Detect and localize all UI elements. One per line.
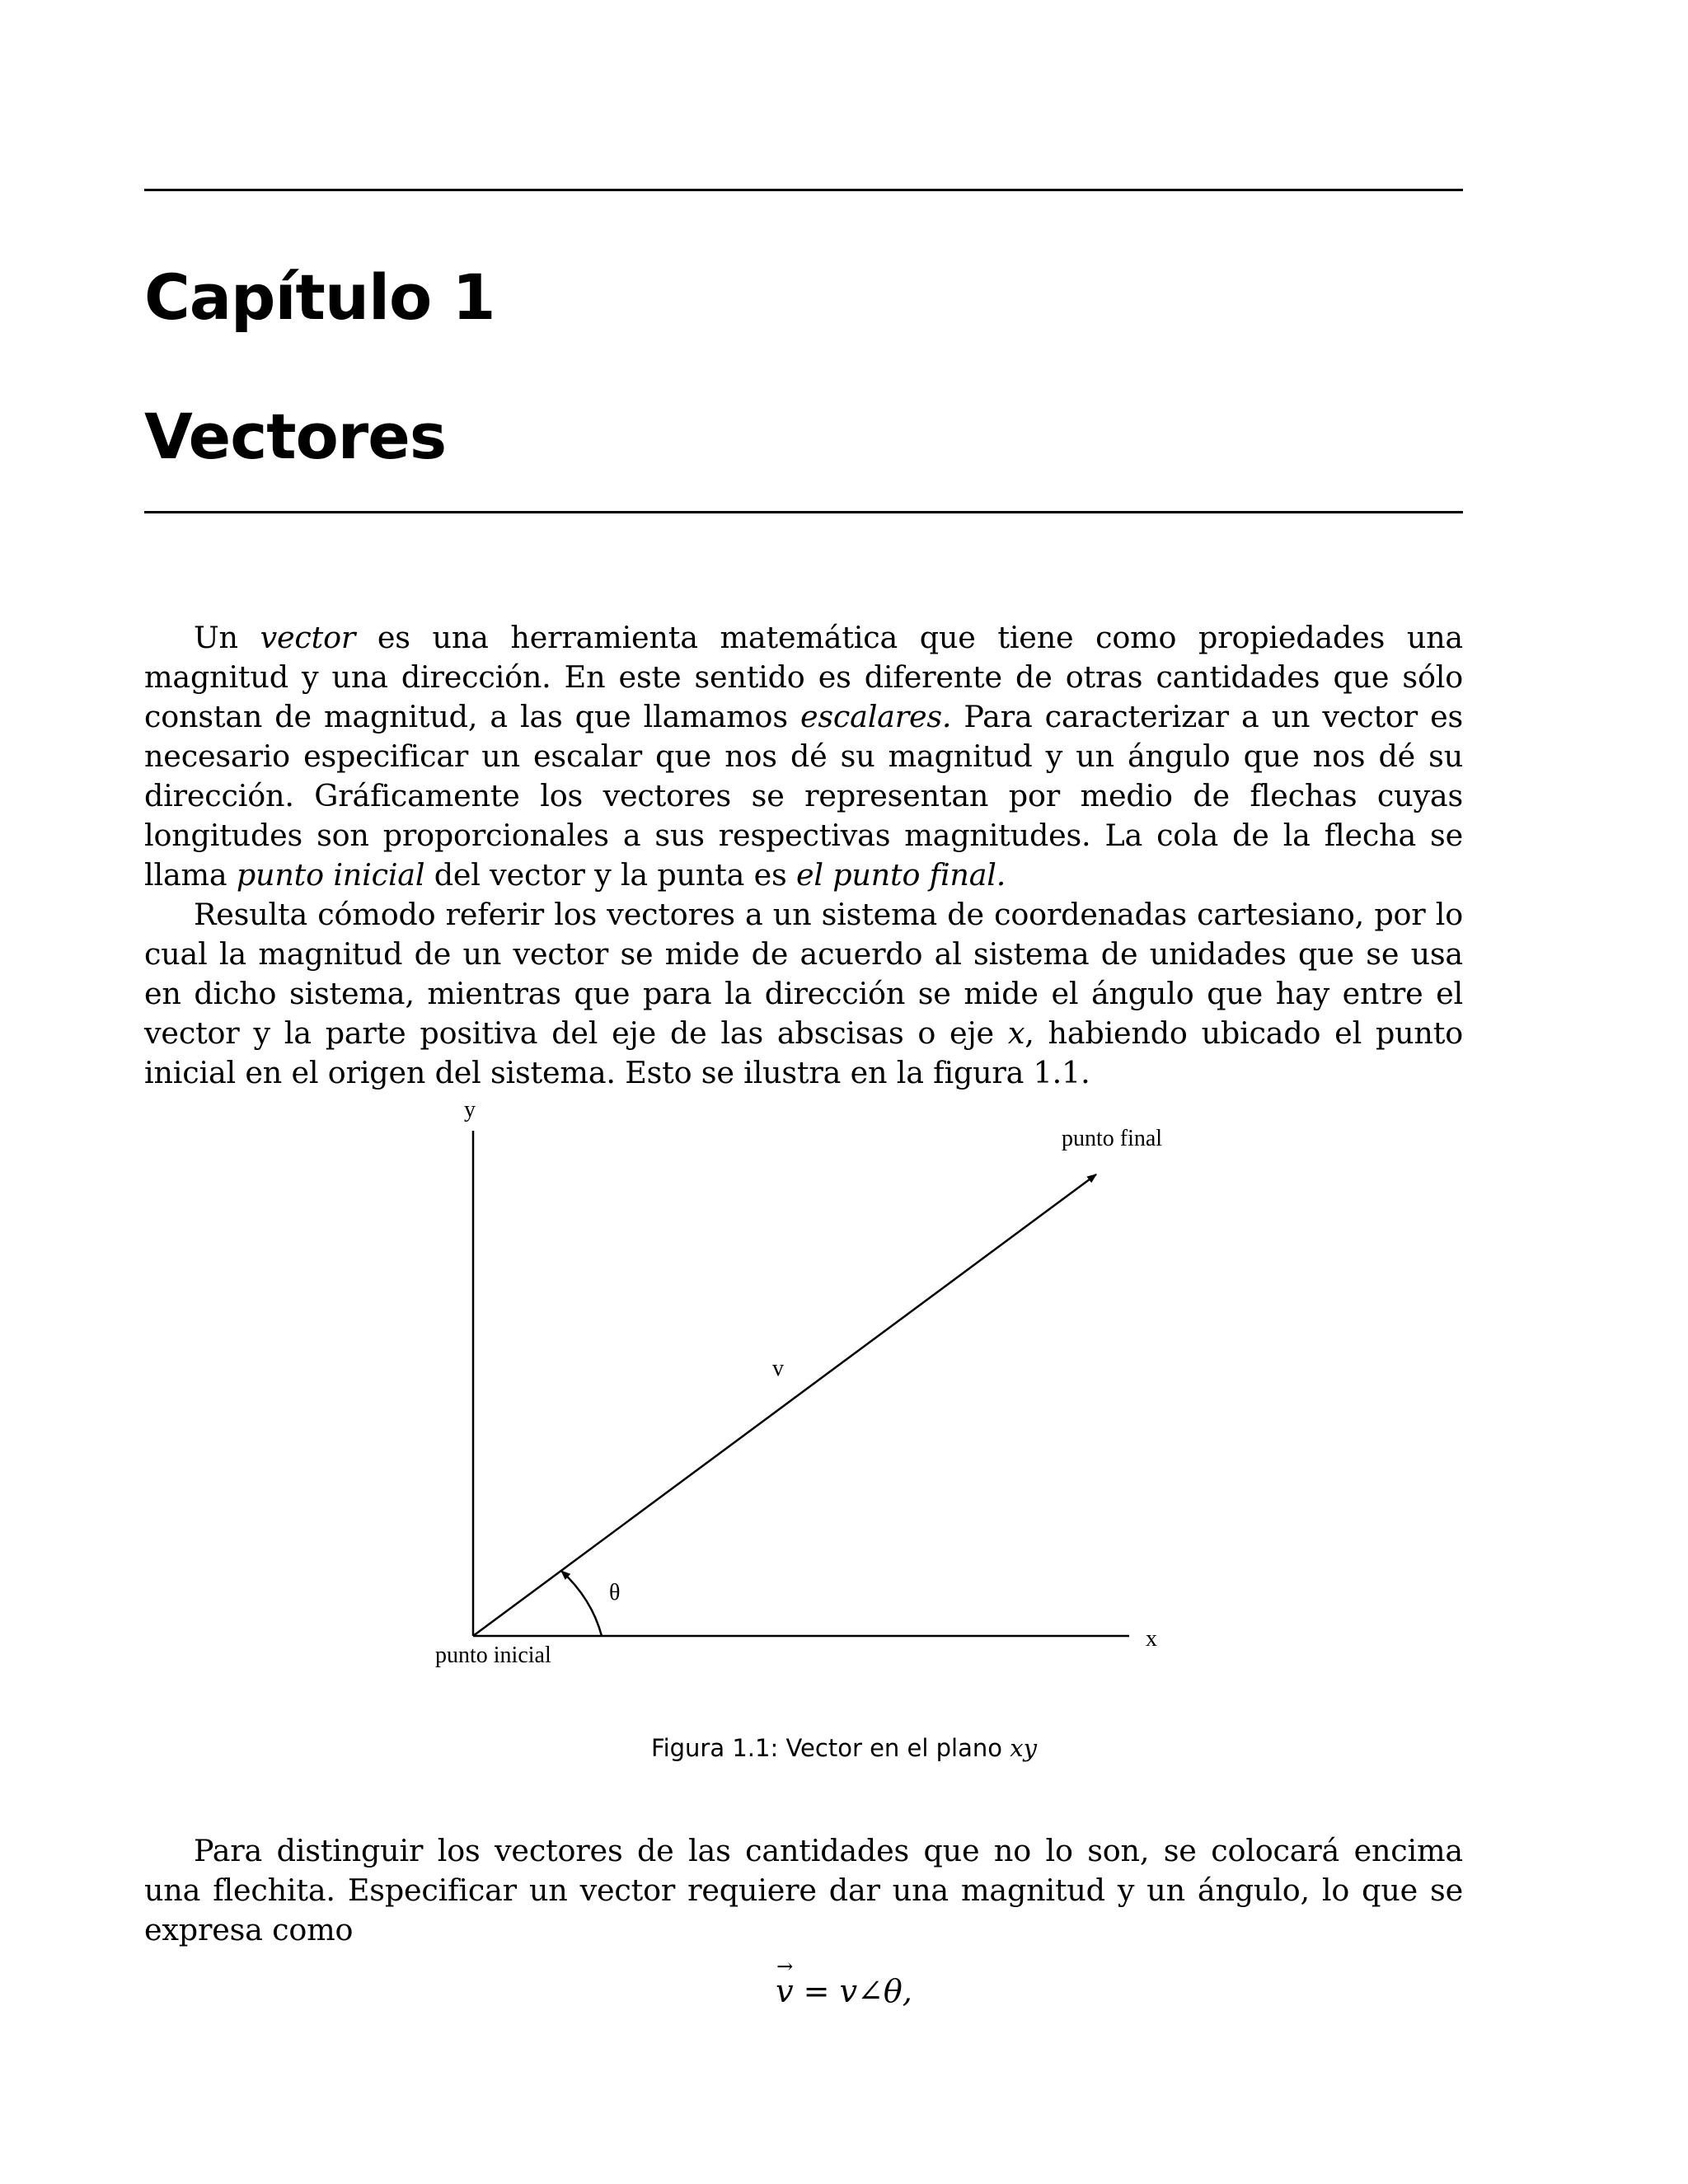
y-axis-label: y [464, 1097, 476, 1122]
text-run: , habiendo ubicado el punto inicial en el origen del sistema. Esto se ilustra en la figura 1.1. [144, 1015, 1463, 1090]
chapter-label: Capítulo 1 [144, 260, 495, 334]
vector-symbol: → v [776, 1973, 793, 2009]
text-run: Para distinguir los vectores de las cantidades que no lo son, se colocará encima una flechita. Especificar un vector requiere dar una magnitud y un ángulo, lo que se expresa como [144, 1833, 1463, 1947]
caption-text: Figura 1.1: Vector en el plano [651, 1734, 1010, 1762]
emphasis-text: x [1007, 1015, 1025, 1051]
start-point-label: punto inicial [435, 1643, 551, 1668]
figure-caption [0, 1734, 1688, 1762]
emphasis-text: el punto final. [795, 857, 1006, 893]
emphasis-text: escalares. [799, 699, 952, 734]
caption-math: xy [1010, 1734, 1037, 1762]
theta-label: θ [609, 1580, 621, 1605]
vector-label: v [772, 1356, 784, 1381]
text-run: Un [194, 620, 260, 655]
text-run: del vector y la punta es [424, 857, 796, 893]
text-run: Resulta cómodo referir los vectores a un sistema de coordenadas cartesiano, por lo cual la magnitud de un vector se mide de acuerdo al sistema de unidades que se usa en dicho sistema, mientras que para la dirección se mide el ángulo que hay entre el vector y la parte positiva del eje de las abscisas o eje [144, 897, 1463, 1051]
text-run: es una herramienta matemática que tiene como propiedades una magnitud y una dirección. En este sentido es diferente de otras cantidades que sólo constan de magnitud, a las que llamamos [144, 620, 1463, 734]
equation-rest: = v∠θ, [793, 1973, 912, 2009]
end-point-label: punto final [1062, 1126, 1163, 1151]
paragraph-3 [144, 1831, 1463, 1950]
x-axis-label: x [1146, 1626, 1157, 1652]
emphasis-text: vector [260, 620, 356, 655]
text-run: Para caracterizar a un vector es necesario especificar un escalar que nos dé su magnitud y un ángulo que nos dé su dirección. Gráficamente los vectores se representan por medio de flechas cuyas longitudes son proporcionales a sus respectivas magnitudes. La cola de la flecha se llama [144, 699, 1464, 893]
equation [0, 1973, 1688, 2009]
vector-arrow [473, 1174, 1096, 1636]
angle-arc [561, 1571, 602, 1636]
emphasis-text: punto inicial [236, 857, 425, 893]
chapter-title: Vectores [144, 400, 447, 473]
closing-text [144, 1831, 1463, 1950]
